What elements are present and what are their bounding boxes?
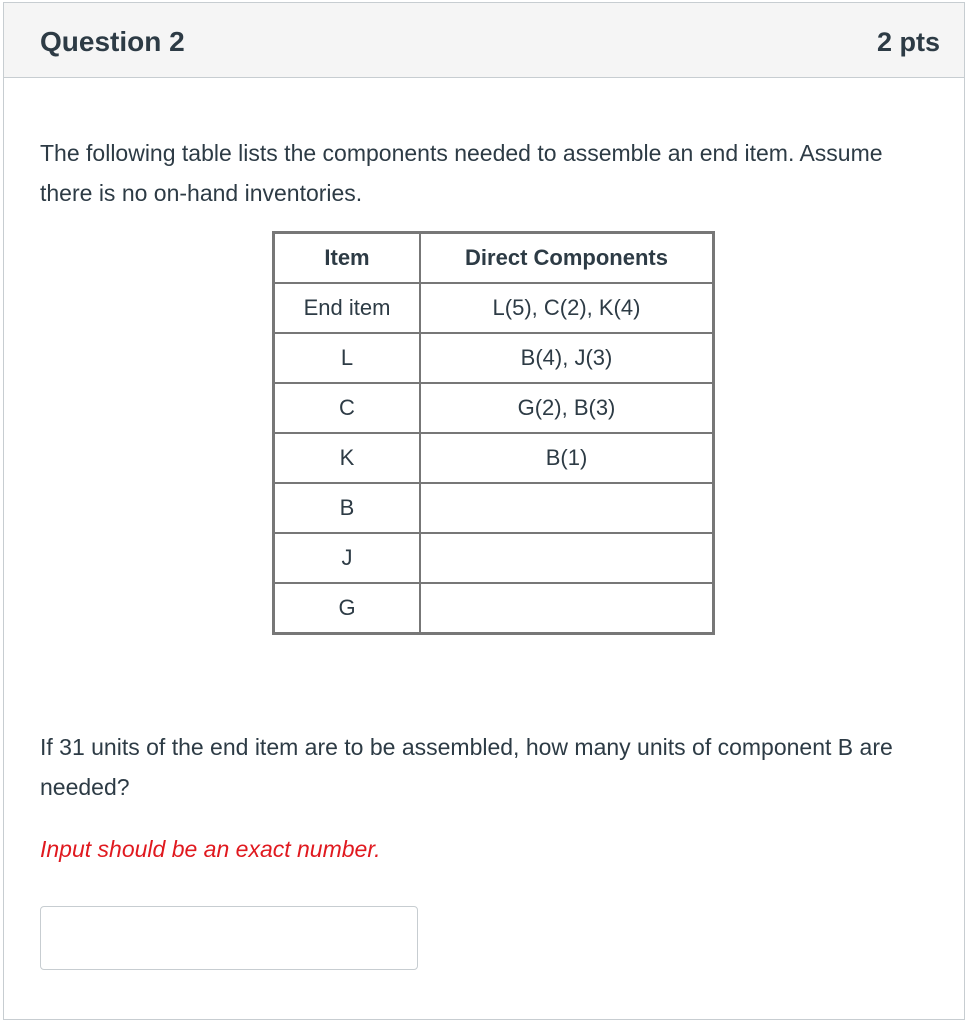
table-row [274, 283, 713, 333]
table-cell-item: C [274, 383, 420, 433]
components-table [272, 231, 715, 635]
question-prompt: If 31 units of the end item are to be assembled, how many units of component B are needed? [40, 734, 893, 800]
table-cell-components [420, 483, 713, 533]
table-row [274, 583, 713, 633]
column-header-item: Item [274, 233, 420, 283]
table-cell-item: L [274, 333, 420, 383]
table-cell-components: B(4), J(3) [420, 333, 713, 383]
question-title: Question 2 [40, 26, 185, 57]
table-row [274, 433, 713, 483]
question-points: 2 pts [876, 27, 940, 57]
table-row [274, 333, 713, 383]
table-row [274, 383, 713, 433]
question-card [3, 2, 965, 1020]
table-cell-components [420, 583, 713, 633]
table-cell-item: B [274, 483, 420, 533]
table-cell-components [420, 533, 713, 583]
answer-input[interactable] [40, 906, 418, 970]
table-cell-item: G [274, 583, 420, 633]
table-row [274, 533, 713, 583]
question-header [4, 3, 964, 78]
table-cell-item: K [274, 433, 420, 483]
table-cell-item: J [274, 533, 420, 583]
question-text: The following table lists the components needed to assemble an end item. Assume there is no on-hand inventories. [40, 140, 883, 206]
table-header-row [274, 233, 713, 283]
table-cell-components: G(2), B(3) [420, 383, 713, 433]
column-header-direct-components: Direct Components [420, 233, 713, 283]
answer-instruction: Input should be an exact number. [40, 836, 381, 862]
table-cell-item: End item [274, 283, 420, 333]
table-cell-components: L(5), C(2), K(4) [420, 283, 713, 333]
table-cell-components: B(1) [420, 433, 713, 483]
table-row [274, 483, 713, 533]
